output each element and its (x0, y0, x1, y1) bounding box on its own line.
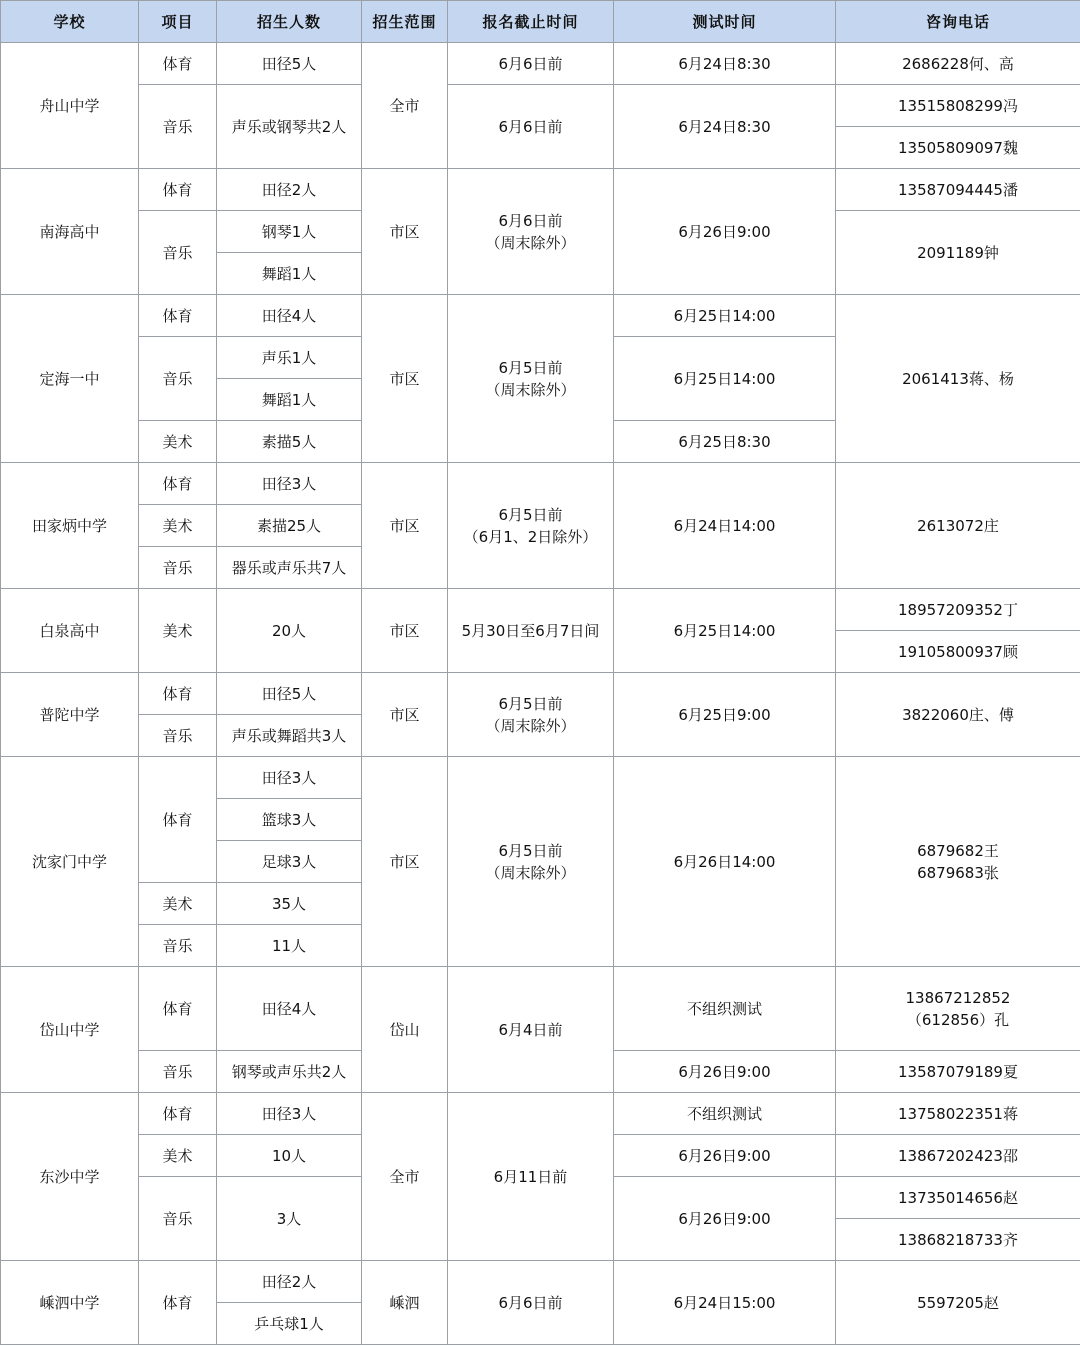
quota-cell: 声乐或舞蹈共3人 (217, 715, 362, 757)
item-cell: 美术 (139, 505, 217, 547)
scope-cell: 市区 (362, 463, 448, 589)
phone-line: 13867212852 (905, 988, 1011, 1007)
table-row (1, 85, 1080, 127)
header-phone: 咨询电话 (836, 1, 1080, 43)
school-name: 舟山中学 (1, 43, 139, 169)
quota-cell: 3人 (217, 1177, 362, 1261)
quota-cell: 11人 (217, 925, 362, 967)
item-cell: 音乐 (139, 925, 217, 967)
item-cell: 音乐 (139, 211, 217, 295)
school-name: 田家炳中学 (1, 463, 139, 589)
item-cell: 音乐 (139, 1051, 217, 1093)
scope-cell: 市区 (362, 589, 448, 673)
item-cell: 音乐 (139, 715, 217, 757)
test-time-cell: 6月25日8:30 (614, 421, 836, 463)
table-row (1, 967, 1080, 1051)
deadline-note: （周末除外） (485, 233, 576, 252)
table-row (1, 463, 1080, 505)
item-cell: 体育 (139, 43, 217, 85)
table-row (1, 43, 1080, 85)
quota-cell: 钢琴1人 (217, 211, 362, 253)
quota-cell: 素描5人 (217, 421, 362, 463)
quota-cell: 田径3人 (217, 463, 362, 505)
test-time-cell: 6月24日15:00 (614, 1261, 836, 1345)
phone-cell: 5597205赵 (836, 1261, 1080, 1345)
quota-cell: 声乐1人 (217, 337, 362, 379)
deadline-note: （6月1、2日除外） (463, 527, 598, 546)
school-name: 定海一中 (1, 295, 139, 463)
phone-cell: 13868218733齐 (836, 1219, 1080, 1261)
test-time-cell: 6月25日9:00 (614, 673, 836, 757)
phone-cell (836, 967, 1080, 1051)
quota-cell: 田径3人 (217, 757, 362, 799)
scope-cell: 市区 (362, 295, 448, 463)
item-cell: 音乐 (139, 1177, 217, 1261)
deadline-cell: 6月6日前 (448, 43, 614, 85)
item-cell: 体育 (139, 169, 217, 211)
item-cell: 美术 (139, 883, 217, 925)
test-time-cell: 6月26日9:00 (614, 1135, 836, 1177)
phone-cell: 13867202423邵 (836, 1135, 1080, 1177)
table-row (1, 757, 1080, 799)
phone-cell: 13587094445潘 (836, 169, 1080, 211)
test-time-cell: 6月25日14:00 (614, 295, 836, 337)
scope-cell: 全市 (362, 43, 448, 169)
table-row (1, 1261, 1080, 1303)
header-row (1, 1, 1080, 43)
item-cell: 美术 (139, 589, 217, 673)
deadline-line: 6月5日前 (498, 694, 563, 713)
scope-cell: 全市 (362, 1093, 448, 1261)
header-item: 项目 (139, 1, 217, 43)
deadline-cell: 6月4日前 (448, 967, 614, 1093)
school-name: 沈家门中学 (1, 757, 139, 967)
deadline-cell (448, 169, 614, 295)
item-cell: 音乐 (139, 85, 217, 169)
quota-cell: 20人 (217, 589, 362, 673)
phone-cell: 13505809097魏 (836, 127, 1080, 169)
phone-line: 6879683张 (917, 863, 999, 882)
phone-cell: 2613072庄 (836, 463, 1080, 589)
phone-cell: 2061413蒋、杨 (836, 295, 1080, 463)
school-name: 岱山中学 (1, 967, 139, 1093)
test-time-cell: 6月24日8:30 (614, 43, 836, 85)
item-cell: 美术 (139, 421, 217, 463)
phone-cell: 13735014656赵 (836, 1177, 1080, 1219)
quota-cell: 田径5人 (217, 43, 362, 85)
deadline-cell: 6月6日前 (448, 1261, 614, 1345)
header-scope: 招生范围 (362, 1, 448, 43)
phone-cell: 19105800937顾 (836, 631, 1080, 673)
quota-cell: 素描25人 (217, 505, 362, 547)
quota-cell: 钢琴或声乐共2人 (217, 1051, 362, 1093)
quota-cell: 篮球3人 (217, 799, 362, 841)
header-quota: 招生人数 (217, 1, 362, 43)
header-school: 学校 (1, 1, 139, 43)
deadline-cell (448, 463, 614, 589)
phone-cell: 13587079189夏 (836, 1051, 1080, 1093)
table-row (1, 589, 1080, 631)
phone-cell: 2686228何、高 (836, 43, 1080, 85)
phone-line: 6879682王 (917, 841, 999, 860)
item-cell: 美术 (139, 1135, 217, 1177)
school-name: 嵊泗中学 (1, 1261, 139, 1345)
deadline-note: （周末除外） (485, 863, 576, 882)
phone-cell: 3822060庄、傅 (836, 673, 1080, 757)
table-row (1, 1093, 1080, 1135)
test-time-cell: 6月26日9:00 (614, 169, 836, 295)
item-cell: 体育 (139, 673, 217, 715)
item-cell: 体育 (139, 463, 217, 505)
quota-cell: 田径2人 (217, 169, 362, 211)
quota-cell: 声乐或钢琴共2人 (217, 85, 362, 169)
table-row (1, 295, 1080, 337)
quota-cell: 田径4人 (217, 295, 362, 337)
deadline-cell: 6月11日前 (448, 1093, 614, 1261)
item-cell: 体育 (139, 757, 217, 883)
deadline-line: 6月5日前 (498, 358, 563, 377)
phone-line: （612856）孔 (906, 1010, 1010, 1029)
quota-cell: 10人 (217, 1135, 362, 1177)
test-time-cell: 不组织测试 (614, 967, 836, 1051)
deadline-line: 6月5日前 (498, 841, 563, 860)
item-cell: 体育 (139, 967, 217, 1051)
quota-cell: 足球3人 (217, 841, 362, 883)
test-time-cell: 6月25日14:00 (614, 589, 836, 673)
school-name: 东沙中学 (1, 1093, 139, 1261)
test-time-cell: 6月24日8:30 (614, 85, 836, 169)
header-deadline: 报名截止时间 (448, 1, 614, 43)
test-time-cell: 6月26日9:00 (614, 1051, 836, 1093)
scope-cell: 嵊泗 (362, 1261, 448, 1345)
deadline-note: （周末除外） (485, 716, 576, 735)
quota-cell: 舞蹈1人 (217, 253, 362, 295)
deadline-cell (448, 673, 614, 757)
phone-cell: 18957209352丁 (836, 589, 1080, 631)
item-cell: 体育 (139, 1261, 217, 1345)
phone-cell: 13515808299冯 (836, 85, 1080, 127)
school-name: 南海高中 (1, 169, 139, 295)
test-time-cell: 6月24日14:00 (614, 463, 836, 589)
item-cell: 音乐 (139, 547, 217, 589)
quota-cell: 乒乓球1人 (217, 1303, 362, 1345)
deadline-line: 6月6日前 (498, 211, 563, 230)
scope-cell: 市区 (362, 757, 448, 967)
quota-cell: 器乐或声乐共7人 (217, 547, 362, 589)
scope-cell: 市区 (362, 169, 448, 295)
table-row (1, 169, 1080, 211)
deadline-line: 6月5日前 (498, 505, 563, 524)
header-test-time: 测试时间 (614, 1, 836, 43)
deadline-cell: 6月6日前 (448, 85, 614, 169)
item-cell: 音乐 (139, 337, 217, 421)
test-time-cell: 不组织测试 (614, 1093, 836, 1135)
quota-cell: 舞蹈1人 (217, 379, 362, 421)
test-time-cell: 6月26日14:00 (614, 757, 836, 967)
quota-cell: 田径3人 (217, 1093, 362, 1135)
table-row (1, 673, 1080, 715)
deadline-cell: 5月30日至6月7日间 (448, 589, 614, 673)
deadline-note: （周末除外） (485, 380, 576, 399)
deadline-cell (448, 757, 614, 967)
phone-cell: 2091189钟 (836, 211, 1080, 295)
test-time-cell: 6月25日14:00 (614, 337, 836, 421)
phone-cell (836, 757, 1080, 967)
quota-cell: 田径4人 (217, 967, 362, 1051)
item-cell: 体育 (139, 1093, 217, 1135)
item-cell: 体育 (139, 295, 217, 337)
test-time-cell: 6月26日9:00 (614, 1177, 836, 1261)
quota-cell: 35人 (217, 883, 362, 925)
deadline-cell (448, 295, 614, 463)
quota-cell: 田径2人 (217, 1261, 362, 1303)
school-name: 普陀中学 (1, 673, 139, 757)
quota-cell: 田径5人 (217, 673, 362, 715)
scope-cell: 市区 (362, 673, 448, 757)
phone-cell: 13758022351蒋 (836, 1093, 1080, 1135)
school-name: 白泉高中 (1, 589, 139, 673)
scope-cell: 岱山 (362, 967, 448, 1093)
